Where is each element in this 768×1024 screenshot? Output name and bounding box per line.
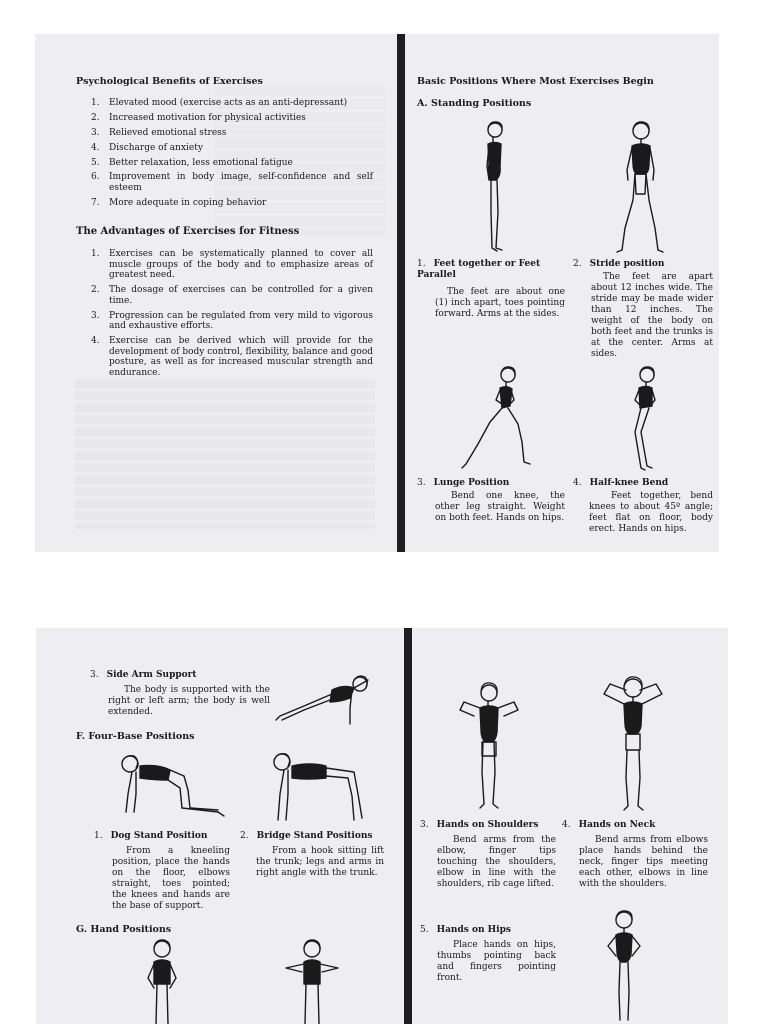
page-support-positions <box>36 628 404 1024</box>
hands-position-figure-1 <box>140 938 184 1024</box>
list-item: 1. Elevated mood (exercise acts as an anti-depressant) <box>91 98 348 108</box>
standing-positions-heading: A. Standing Positions <box>417 98 532 109</box>
list-item: 6. Improvement in body image, self-confidence and self esteem <box>91 172 373 194</box>
dog-stand-figure <box>118 750 228 820</box>
dog-stand-caption: 1. Dog Stand Position From a kneeling position, place the hands on the floor, elbows straight, toes pointed; the knees and hands are the base of support. <box>94 831 230 911</box>
bottom-book-spread <box>36 628 728 1024</box>
book-gutter <box>397 34 405 552</box>
advantages-title: The Advantages of Exercises for Fitness <box>76 226 300 237</box>
list-item: 4. Exercise can be derived which will provide for the development of body control, flexibility, balance and good posture, as well as for increased muscular strength and endurance. <box>91 336 373 378</box>
list-item: 2. Increased motivation for physical activities <box>91 112 306 123</box>
side-arm-support-figure <box>274 672 374 728</box>
four-base-heading: F. Four-Base Positions <box>76 731 195 742</box>
feet-together-figure <box>475 120 515 254</box>
book-gutter <box>404 628 412 1024</box>
hands-on-shoulders-caption: 3. Hands on Shoulders Bend arms from the elbow, finger tips touching the shoulders, elbow in line with the shoulders, rib cage lifted. <box>420 820 556 889</box>
top-book-spread <box>35 34 719 552</box>
bridge-stand-caption: 2. Bridge Stand Positions From a hook sitting lift the trunk; legs and arms in right angle with the trunk. <box>240 831 384 878</box>
hands-on-shoulders-figure <box>456 680 522 812</box>
stride-position-figure <box>615 120 667 254</box>
psych-benefits-title: Psychological Benefits of Exercises <box>76 76 263 87</box>
half-knee-bend-caption: 4. Half-knee Bend Feet together, bend knees to about 45º angle; feet flat on floor, body erect. Hands on hips. <box>573 478 713 534</box>
advantages-list <box>91 249 373 383</box>
bridge-stand-figure <box>268 750 378 826</box>
half-knee-bend-figure <box>625 364 665 474</box>
stride-position-caption: 2. Stride position The feet are apart about 12 inches wide. The stride may be made wider than 12 inches. The weight of the body on both feet and the trunks is at the center. Arms at sides. <box>573 259 713 359</box>
lunge-position-caption: 3. Lunge Position Bend one knee, the other leg straight. Weight on both feet. Hands on hips. <box>417 478 565 523</box>
hands-on-neck-figure <box>598 674 668 814</box>
feet-together-caption: 1. Feet together or Feet Parallel The feet are about one (1) inch apart, toes pointing forward. Arms at the sides. <box>417 259 565 319</box>
hands-on-neck-caption: 4. Hands on Neck Bend arms from elbows place hands behind the neck, finger tips meeting each other, elbows in line with the shoulders. <box>562 820 708 889</box>
list-item: 3. Progression can be regulated from very mild to vigorous and exhaustive efforts. <box>91 310 373 332</box>
hands-on-hips-caption: 5. Hands on Hips Place hands on hips, thumbs pointing back and fingers pointing front. <box>420 925 556 983</box>
hand-positions-heading: G. Hand Positions <box>76 924 172 935</box>
basic-positions-title: Basic Positions Where Most Exercises Begin <box>417 76 654 87</box>
page-hand-positions <box>412 628 728 1024</box>
page-basic-positions <box>405 34 719 552</box>
psych-benefits-list <box>91 98 373 213</box>
list-item: 7. More adequate in coping behavior <box>91 197 267 208</box>
list-item: 1. Exercises can be systematically planned to cover all muscle groups of the body and to emphasize areas of greatest need. <box>91 249 373 281</box>
page-psychological-benefits <box>35 34 397 552</box>
side-arm-support-caption: 3. Side Arm Support The body is supported with the right or left arm; the body is well extended. <box>90 670 270 717</box>
list-item: 4. Discharge of anxiety <box>91 142 203 153</box>
list-item: 5. Better relaxation, less emotional fatigue <box>91 157 293 168</box>
hands-position-figure-2 <box>282 938 342 1024</box>
list-item: 3. Relieved emotional stress <box>91 127 227 138</box>
list-item: 2. The dosage of exercises can be controlled for a given time. <box>91 285 373 306</box>
hands-on-hips-figure <box>604 908 644 1024</box>
lunge-position-figure <box>460 364 540 474</box>
